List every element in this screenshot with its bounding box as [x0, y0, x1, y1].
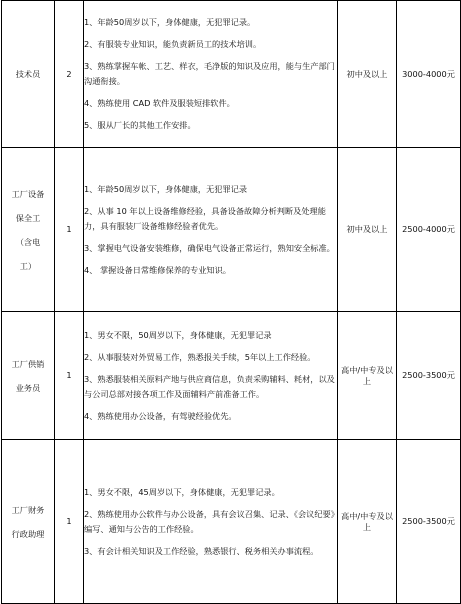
position-title-line: 保全工	[15, 212, 41, 223]
education-cell: 高中/中专及以上	[338, 312, 397, 440]
requirement-item: 4、熟练使用办公设备，有驾驶经验优先。	[84, 410, 237, 421]
requirement-item: 2、从事 10 年以上设备维修经验，具备设备故障分析判断及处理能力，具有服装厂设备维修经验者优先。	[84, 205, 326, 231]
table-row	[2, 440, 461, 604]
requirement-item: 3、熟练掌握车帐、工艺、样衣，毛净版的知识及应用，能与生产部门沟通衔接。	[84, 61, 335, 86]
requirements-cell	[84, 148, 338, 312]
education-cell: 初中及以上	[338, 1, 397, 148]
headcount-cell: 2	[55, 1, 84, 148]
position-title-line: 技术员	[15, 69, 41, 79]
requirement-item: 3、有会计相关知识及工作经验，熟悉银行、税务相关办事流程。	[84, 545, 319, 556]
position-title-line: 行政助理	[11, 528, 45, 539]
table-row	[2, 148, 461, 312]
requirement-item: 1、男女不限，50周岁以下，身体健康，无犯罪记录	[84, 329, 272, 340]
requirement-item: 3、掌握电气设备安装维修，确保电气设备正常运行，熟知安全标准。	[84, 242, 335, 253]
table-row	[2, 312, 461, 440]
position-title-line: 工厂财务	[11, 504, 45, 515]
headcount-cell: 1	[55, 148, 84, 312]
position-cell	[2, 1, 55, 148]
salary-cell: 2500-4000元	[397, 148, 461, 312]
headcount-cell: 1	[55, 440, 84, 604]
salary-cell: 2500-3500元	[397, 440, 461, 604]
requirement-item: 3、熟悉服装相关原料产地与供应商信息，负责采购辅料、耗材，以及与公司总部对接各项工作及面辅料产前准备工作。	[84, 373, 335, 399]
requirement-item: 1、男女不限，45周岁以下，身体健康，无犯罪记录。	[84, 486, 280, 497]
job-listing-table	[1, 0, 461, 604]
requirement-item: 4、 掌握设备日常维修保养的专业知识。	[84, 264, 231, 275]
requirement-item: 2、从事服装对外贸易工作，熟悉报关手续，5年以上工作经验。	[84, 351, 316, 362]
requirements-cell	[84, 440, 338, 604]
salary-cell: 3000-4000元	[397, 1, 461, 148]
requirement-item: 5、服从厂长的其他工作安排。	[84, 120, 196, 130]
requirement-item: 2、熟练使用办公软件与办公设备，具有会议召集、记录、《会议纪要》编写、通知与公告的工作经验。	[84, 508, 335, 534]
salary-cell: 2500-3500元	[397, 312, 461, 440]
requirement-item: 4、熟练使用 CAD 软件及服装短排软件。	[84, 98, 235, 108]
position-title-line: （含电	[15, 236, 41, 247]
job-rows	[2, 1, 461, 604]
position-title-line: 工厂设备	[11, 188, 45, 199]
position-cell	[2, 148, 55, 312]
position-title-line: 工厂供销	[11, 358, 45, 369]
position-title-line: 工）	[19, 260, 37, 271]
requirement-item: 2、有服装专业知识，能负责新员工的技术培训。	[84, 39, 262, 49]
headcount-cell: 1	[55, 312, 84, 440]
position-cell	[2, 440, 55, 604]
requirements-cell	[84, 1, 338, 148]
education-cell: 初中及以上	[338, 148, 397, 312]
requirements-cell	[84, 312, 338, 440]
education-cell: 高中/中专及以上	[338, 440, 397, 604]
requirement-item: 1、年龄50周岁以下，身体健康，无犯罪记录	[84, 183, 248, 194]
position-title-line: 业务员	[15, 382, 41, 393]
requirement-item: 1、年龄50周岁以下，身体健康，无犯罪记录。	[84, 17, 256, 27]
position-cell	[2, 312, 55, 440]
table-row	[2, 1, 461, 148]
